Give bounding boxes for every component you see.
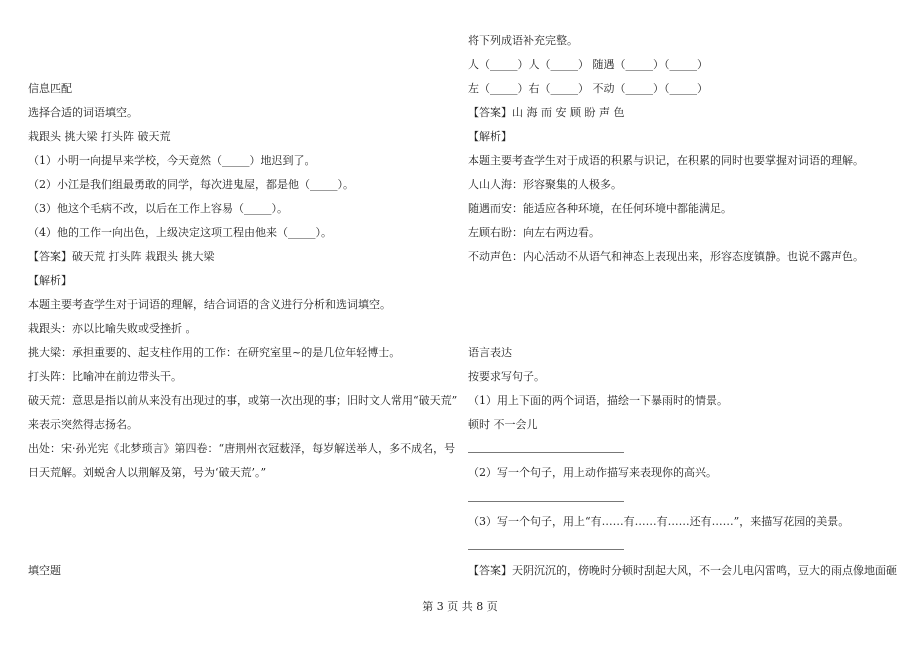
definition-3: 打头阵：比喻冲在前边带头干。 [28,370,182,383]
section-title-fill-blank: 填空题 [28,564,61,577]
analysis-intro: 本题主要考查学生对于词语的理解，结合词语的含义进行分析和选词填空。 [28,298,391,311]
expression-answer: 【答案】天阴沉沉的，傍晚时分顿时刮起大风，不一会儿电闪雷鸣，豆大的雨点像地面砸 [468,564,897,577]
source-line-2: 日天荒解。刘蜕舍人以荆解及第，号为‘破天荒’。” [28,466,267,479]
instruction: 选择合适的词语填空。 [28,106,138,119]
answer-line-2[interactable] [468,501,624,502]
definition-1: 栽跟头：亦以比喻失败或受挫折 。 [28,322,197,335]
expression-question-1-words: 顿时 不一会儿 [468,418,538,431]
idiom-analysis-intro: 本题主要考查学生对于成语的积累与识记，在积累的同时也要掌握对词语的理解。 [468,154,864,167]
answer: 【答案】破天荒 打头阵 栽跟头 挑大梁 [28,250,215,263]
section-title-info-match: 信息匹配 [28,82,72,95]
idiom-definition-4: 不动声色：内心活动不从语气和神态上表现出来，形容态度镇静。也说不露声色。 [468,250,864,263]
definition-4-line-1: 破天荒：意思是指以前从来没有出现过的事，或第一次出现的事；旧时文人常用“破天荒” [28,394,458,407]
page-number: 第 3 页 共 8 页 [422,600,498,613]
question-3: （3）他这个毛病不改，以后在工作上容易（_____）。 [28,202,288,215]
idiom-definition-2: 随遇而安：能适应各种环境，在任何环境中都能满足。 [468,202,732,215]
idiom-answer: 【答案】山 海 而 安 顾 盼 声 色 [468,106,625,119]
expression-question-3: （3）写一个句子，用上“有……有……有……还有……”，来描写花园的美景。 [468,515,850,528]
expression-instruction: 按要求写句子。 [468,370,545,383]
idiom-analysis-label: 【解析】 [468,130,512,143]
question-1: （1）小明一向提早来学校，今天竟然（_____）地迟到了。 [28,154,316,167]
expression-question-1: （1）用上下面的两个词语，描绘一下暴雨时的情景。 [468,394,728,407]
idiom-definition-3: 左顾右盼：向左右两边看。 [468,226,600,239]
question-4: （4）他的工作一向出色，上级决定这项工程由他来（_____）。 [28,226,332,239]
source-line-1: 出处：宋·孙光宪《北梦琐言》第四卷：“唐荆州衣冠薮泽，每岁解送举人，多不成名，号 [28,442,456,455]
idiom-instruction: 将下列成语补充完整。 [468,34,578,47]
definition-2: 挑大梁：承担重要的、起支柱作用的工作：在研究室里~的是几位年轻博士。 [28,346,401,359]
analysis-label: 【解析】 [28,274,72,287]
answer-line-3[interactable] [468,549,624,550]
word-bank: 栽跟头 挑大梁 打头阵 破天荒 [28,130,171,143]
question-2: （2）小江是我们组最勇敢的同学，每次进鬼屋，都是他（_____）。 [28,178,354,191]
expression-question-2: （2）写一个句子，用上动作描写来表现你的高兴。 [468,466,717,479]
idiom-row-1: 人（_____）人（_____） 随遇（_____）（_____） [468,58,708,71]
definition-4-line-2: 来表示突然得志扬名。 [28,418,138,431]
idiom-definition-1: 人山人海：形容聚集的人极多。 [468,178,622,191]
idiom-row-2: 左（_____）右（_____） 不动（_____）（_____） [468,82,708,95]
section-title-expression: 语言表达 [468,346,512,359]
answer-line-1[interactable] [468,452,624,453]
